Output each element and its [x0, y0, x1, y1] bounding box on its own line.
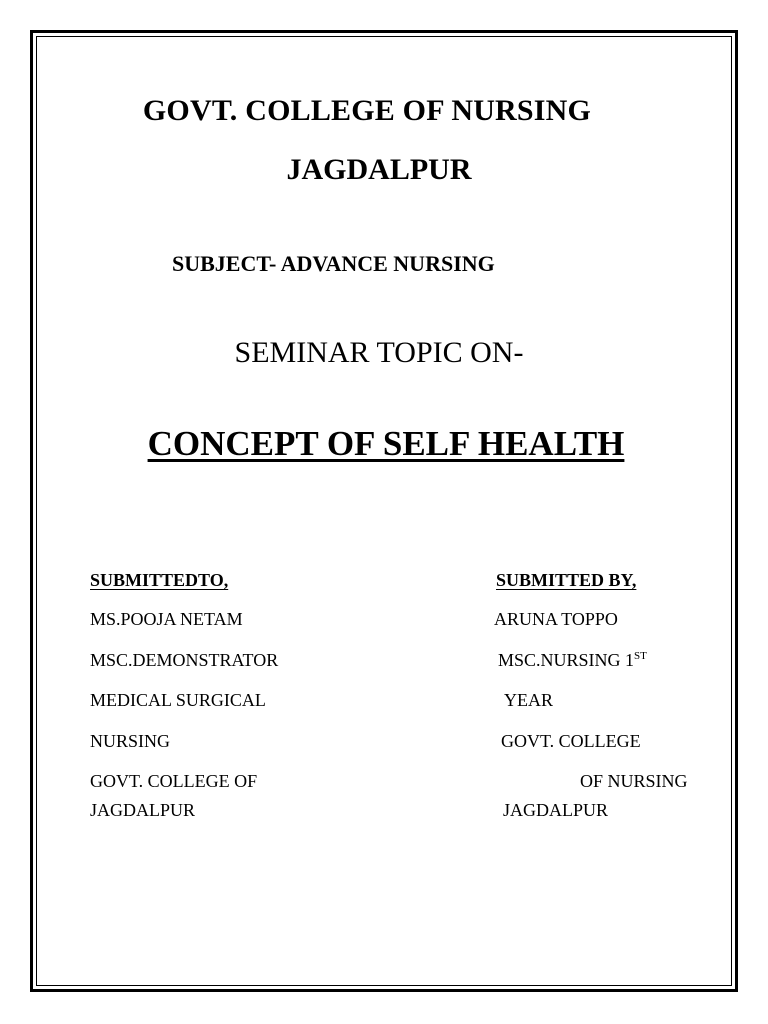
- submitted-by-program: MSC.NURSING 1: [498, 650, 635, 670]
- submitted-by-line: OF NURSING: [580, 771, 688, 791]
- college-name: GOVT. COLLEGE OF NURSING: [142, 94, 592, 127]
- submitted-by-line: YEAR: [504, 690, 553, 710]
- submitted-to-line: MSC.DEMONSTRATOR: [90, 650, 279, 670]
- submitted-by-line: JAGDALPUR: [503, 800, 609, 820]
- submitted-to-line: JAGDALPUR: [90, 800, 196, 820]
- submitted-by-line: [498, 650, 647, 671]
- ordinal-suffix: ST: [634, 650, 647, 662]
- submitted-by-heading: SUBMITTED BY,: [496, 570, 637, 590]
- submitted-to-line: NURSING: [90, 731, 171, 751]
- submitted-to-line: GOVT. COLLEGE OF: [90, 771, 258, 791]
- submitted-to-heading: SUBMITTEDTO,: [90, 570, 229, 590]
- college-city: JAGDALPUR: [286, 153, 472, 186]
- seminar-label: SEMINAR TOPIC ON-: [234, 336, 524, 369]
- submitted-to-line: MEDICAL SURGICAL: [90, 690, 266, 710]
- submitted-to-line: MS.POOJA NETAM: [90, 609, 243, 629]
- submitted-by-line: ARUNA TOPPO: [494, 609, 618, 629]
- subject-line: SUBJECT- ADVANCE NURSING: [172, 251, 495, 276]
- seminar-topic-title: CONCEPT OF SELF HEALTH: [147, 424, 625, 463]
- submitted-by-line: GOVT. COLLEGE: [501, 731, 641, 751]
